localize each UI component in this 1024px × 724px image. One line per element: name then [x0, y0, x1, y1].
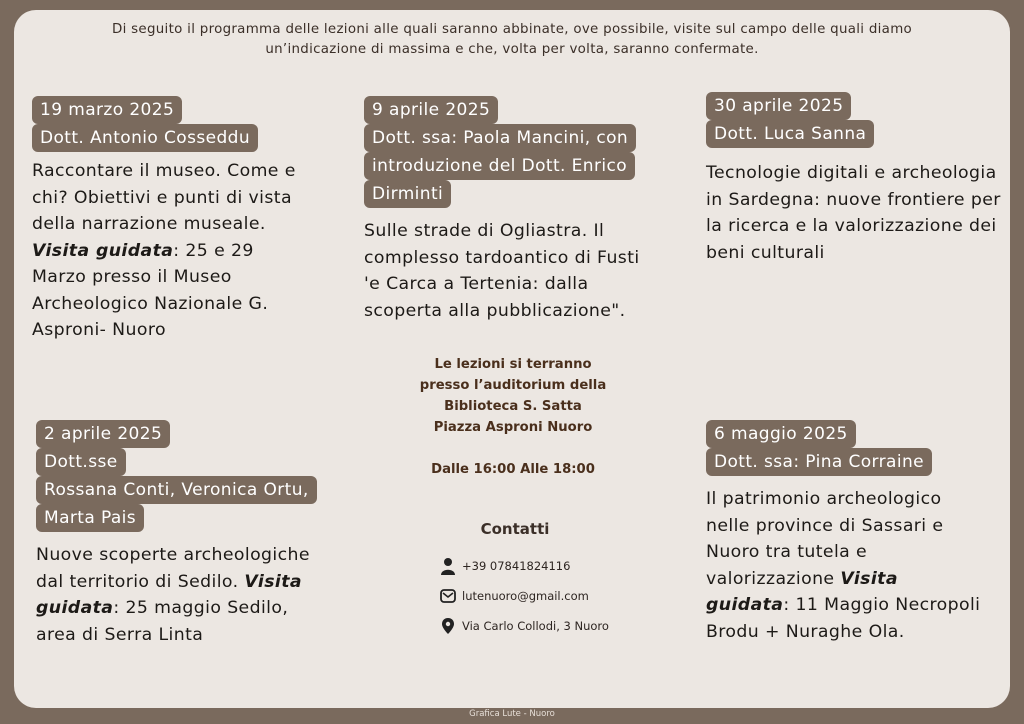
lesson-description-block	[32, 158, 312, 344]
lesson-date: 2 aprile 2025	[36, 420, 170, 448]
lesson-speaker: Dott. Luca Sanna	[706, 120, 874, 148]
intro-text: Di seguito il programma delle lezioni alle quali saranno abbinate, ove possibile, visite sul campo delle quali diamo un’indicazione di massima e che, volta per volta, saranno confermate.	[111, 22, 913, 57]
venue-line: Biblioteca S. Satta	[444, 399, 582, 414]
visit-text: : 11 Maggio Necropoli Brodu + Nuraghe Ola.	[706, 595, 981, 642]
visit-label: Visita guidata	[706, 568, 898, 615]
lesson-5	[706, 420, 1001, 645]
lesson-speaker: introduzione del Dott. Enrico	[364, 152, 635, 180]
lesson-date: 30 aprile 2025	[706, 92, 851, 120]
lesson-speaker: Dott.sse	[36, 448, 126, 476]
venue-line: Piazza Asproni Nuoro	[433, 420, 593, 435]
lesson-speaker: Dirminti	[364, 180, 451, 208]
venue-line: Le lezioni si terranno	[434, 357, 592, 372]
visit-label: Visita guidata	[36, 571, 302, 618]
pin-icon	[440, 617, 456, 635]
lesson-description: Raccontare il museo. Come e chi? Obiettivi e punti di vista della narrazione museale.	[32, 161, 296, 234]
lesson-speaker: Rossana Conti, Veronica Ortu,	[36, 476, 317, 504]
lesson-speaker: Dott. ssa: Paola Mancini, con	[364, 124, 636, 152]
lesson-speaker: Dott. ssa: Pina Corraine	[706, 448, 932, 476]
venue-line: presso l’auditorium della	[419, 378, 607, 393]
lesson-date: 9 aprile 2025	[364, 96, 498, 124]
lesson-description: Il patrimonio archeologico nelle province di Sassari e Nuoro tra tutela e valorizzazione	[706, 489, 944, 589]
mail-icon	[440, 587, 456, 605]
contact-address	[440, 616, 609, 636]
lesson-1	[32, 96, 322, 344]
footer-credit: Grafica Lute - Nuoro	[469, 709, 555, 719]
lesson-description-block	[36, 542, 326, 648]
street-address: Via Carlo Collodi, 3 Nuoro	[462, 619, 609, 633]
contacts-title: Contatti	[480, 520, 550, 538]
visit-text: : 25 maggio Sedilo, area di Serra Linta	[36, 598, 289, 645]
visit-label: Visita guidata	[32, 240, 174, 261]
lesson-description: Nuove scoperte archeologiche dal territorio di Sedilo.	[36, 545, 310, 592]
lesson-date: 6 maggio 2025	[706, 420, 856, 448]
lesson-description: Sulle strade di Ogliastra. Il complesso tardoantico di Fusti 'e Carca a Tertenia: dalla scoperta alla pubblicazione".	[364, 221, 640, 321]
lesson-description-block	[706, 486, 981, 645]
lesson-description: Tecnologie digitali e archeologia in Sardegna: nuove frontiere per la ricerca e la valorizzazione dei beni culturali	[706, 163, 1001, 263]
lesson-4	[36, 420, 336, 648]
lesson-speaker: Dott. Antonio Cosseddu	[32, 124, 258, 152]
contact-email	[440, 586, 589, 606]
venue-info	[378, 354, 648, 480]
person-icon	[440, 557, 456, 575]
email-address[interactable]: lutenuoro@gmail.com	[462, 589, 589, 603]
contact-phone	[440, 556, 570, 576]
lesson-2	[364, 96, 654, 324]
lesson-speaker: Marta Pais	[36, 504, 144, 532]
lesson-3	[706, 92, 1001, 266]
lesson-date: 19 marzo 2025	[32, 96, 182, 124]
phone-number[interactable]: +39 07841824116	[462, 559, 571, 573]
venue-hours: Dalle 16:00 Alle 18:00	[431, 462, 595, 477]
visit-text: : 25 e 29 Marzo presso il Museo Archeologico Nazionale G. Asproni- Nuoro	[32, 240, 269, 340]
